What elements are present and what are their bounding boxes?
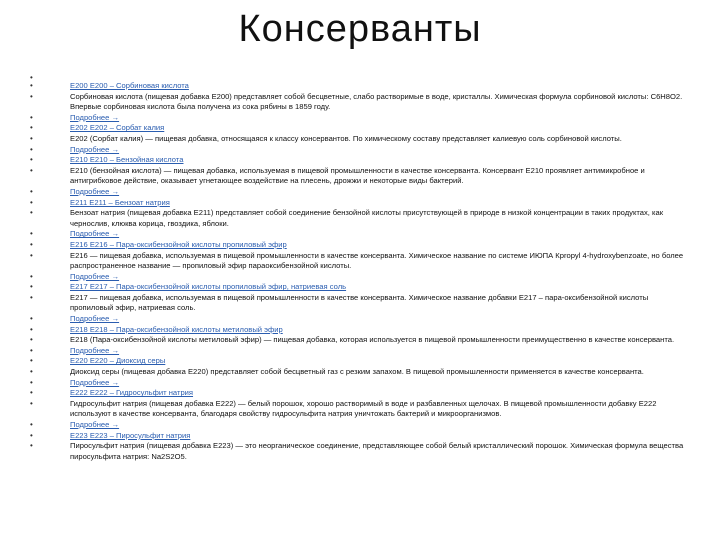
list-item-link[interactable] — [30, 356, 690, 367]
list-item-link[interactable] — [30, 282, 690, 293]
bullet-icon: • — [30, 377, 33, 387]
list-item-text — [30, 367, 690, 378]
list-item-label[interactable]: Подробнее → — [70, 229, 120, 239]
list-item-link[interactable] — [30, 113, 690, 124]
bullet-icon: • — [30, 335, 33, 345]
page-title: Консерванты — [238, 8, 482, 50]
list-item-label[interactable]: E210 E210 – Бензойная кислота — [70, 155, 184, 165]
list-item-link[interactable] — [30, 123, 690, 134]
list-item-label[interactable]: Подробнее → — [70, 112, 120, 122]
bullet-icon: • — [30, 345, 33, 355]
bullet-icon: • — [30, 356, 33, 366]
list-item-text — [30, 251, 690, 272]
list-item-label: Диоксид серы (пищевая добавка E220) представляет собой бесцветный газ с резким запахом. В пищевой промышленности применяется в качестве консерванта. — [70, 367, 644, 377]
bullet-icon: • — [30, 324, 33, 334]
bullet-icon: • — [30, 271, 33, 281]
list-item-label[interactable]: E222 E222 – Гидросульфит натрия — [70, 388, 194, 398]
bullet-icon: • — [30, 250, 33, 260]
list-item-label[interactable]: E220 E220 – Диоксид серы — [70, 356, 166, 366]
bullet-icon: • — [30, 155, 33, 165]
list-item-label: E216 — пищевая добавка, используемая в пищевой промышленности в качестве консерванта. Химическое название по системе ИЮПА Кpropyl 4-hydroxybenzoate, но более распространенное название — пропиловый эфир параоксибензойной кислоты. — [70, 250, 684, 271]
list-item-label[interactable]: Подробнее → — [70, 314, 120, 324]
bullet-icon: • — [30, 81, 33, 90]
list-item-text — [30, 166, 690, 187]
list-item-link[interactable] — [30, 240, 690, 251]
bullet-icon: • — [30, 388, 33, 398]
bullet-icon: • — [30, 441, 33, 451]
list-item-link[interactable] — [30, 272, 690, 283]
list-item-label: Сорбиновая кислота (пищевая добавка E200) представляет собой бесцветные, слабо растворимые в воде, кристаллы. Химическая формула сорбиновой кислоты: C6H8O2. Впервые сорбиновая кислота была получена из сока рябины в 1859 году. — [70, 91, 683, 112]
list-item-link[interactable] — [30, 198, 690, 209]
list-item-label[interactable]: E217 E217 – Пара-оксибензойной кислоты пропиловый эфир, натриевая соль — [70, 282, 347, 292]
list-item-link[interactable] — [30, 420, 690, 431]
list-item-link[interactable] — [30, 229, 690, 240]
list-item-label[interactable]: E202 E202 – Сорбат калия — [70, 123, 165, 133]
list-item-label[interactable]: E216 E216 – Пара-оксибензойной кислоты пропиловый эфир — [70, 239, 287, 249]
list-item-label: E210 (бензойная кислота) — пищевая добавка, используемая в пищевой промышленности в качестве консерванта. Консервант E210 проявляет антимикробное и антигрибковое действие, оказывает угнетающее воздействие на плесень, дрожжи и некоторые виды бактерий. — [70, 165, 645, 186]
bullet-icon: • — [30, 165, 33, 175]
bullet-icon: • — [30, 420, 33, 429]
list-item-link[interactable] — [30, 431, 690, 442]
list-item-label[interactable]: Подробнее → — [70, 271, 120, 281]
list-item-label[interactable]: Подробнее → — [70, 420, 120, 429]
bullet-icon: • — [30, 123, 33, 133]
list-item-label[interactable]: Подробнее → — [70, 345, 120, 355]
list-item-link[interactable] — [30, 81, 690, 92]
bullet-icon: • — [30, 144, 33, 154]
list-item-label: E218 (Пара-оксибензойной кислоты метиловый эфир) — пищевая добавка, которая используется в пищевой промышленности преимущественно в качестве консерванта. — [70, 335, 675, 345]
list-item-link[interactable] — [30, 346, 690, 357]
list-item-label[interactable]: E223 E223 – Пиросульфит натрия — [70, 430, 191, 440]
list-item-text — [30, 293, 690, 314]
bullet-icon: • — [30, 430, 33, 440]
list-item-label[interactable]: Подробнее → — [70, 186, 120, 196]
bullet-icon: • — [30, 91, 33, 101]
bullet-icon: • — [30, 229, 33, 239]
list-item-text — [30, 208, 690, 229]
list-item-label[interactable]: E218 E218 – Пара-оксибензойной кислоты метиловый эфир — [70, 324, 283, 334]
list-item-text — [30, 92, 690, 113]
list-item-link[interactable] — [30, 155, 690, 166]
list-item-label[interactable]: E200 E200 – Сорбиновая кислота — [70, 81, 189, 90]
list-item-link[interactable] — [30, 325, 690, 336]
list-item-text — [30, 441, 690, 462]
bullet-icon: • — [30, 282, 33, 292]
list-item-empty — [30, 73, 690, 81]
bullet-icon: • — [30, 133, 33, 143]
bullet-icon: • — [30, 367, 33, 377]
list-item-text — [30, 399, 690, 420]
list-item-label: E202 (Сорбат калия) — пищевая добавка, относящаяся к классу консервантов. По химическому составу представляет калиевую соль сорбиновой кислоты. — [70, 133, 622, 143]
list-item-text — [30, 335, 690, 346]
bullet-icon: • — [30, 73, 33, 82]
list-item-label: Гидросульфит натрия (пищевая добавка E222) — белый порошок, хорошо растворимый в воде и разбавленных щелочах. В пищевой промышленности добавку E222 используют в качестве консерванта, благодаря свойству гидросульфита натрия уничтожать бактерий и микроорганизмов. — [70, 398, 657, 419]
bullet-icon: • — [30, 197, 33, 207]
bullet-icon: • — [30, 208, 33, 218]
bullet-icon: • — [30, 314, 33, 324]
bullet-icon: • — [30, 398, 33, 408]
bullet-icon: • — [30, 186, 33, 196]
list-item-label[interactable]: E211 E211 – Бензоат натрия — [70, 197, 170, 207]
list-item-label: E217 — пищевая добавка, используемая в пищевой промышленности в качестве консерванта. Химическое название добавки E217 – пара-оксибензойной кислоты пропиловый эфир, натриевая соль. — [70, 292, 649, 313]
list-item-link[interactable] — [30, 145, 690, 156]
list-item-label[interactable]: Подробнее → — [70, 377, 120, 387]
list-item-label: Пиросульфит натрия (пищевая добавка E223) — это неорганическое соединение, представляющее собой белый кристаллический порошок. Химическая формула вещества пиросульфита натрия: Na2S2O5. — [70, 441, 684, 461]
list-item-link[interactable] — [30, 378, 690, 389]
bullet-icon: • — [30, 292, 33, 302]
list-item-label: Бензоат натрия (пищевая добавка E211) представляет собой соединение бензойной кислоты присутствующей в природе в низкой концентрации в таких продуктах, как чернослив, клюква корица, гвоздика, яблоки. — [70, 208, 664, 228]
list-item-link[interactable] — [30, 314, 690, 325]
list-item-label[interactable]: Подробнее → — [70, 144, 120, 154]
list-item-text — [30, 134, 690, 145]
list-item-link[interactable] — [30, 187, 690, 198]
list-item-link[interactable] — [30, 388, 690, 399]
bullet-icon: • — [30, 239, 33, 249]
preservatives-list — [30, 73, 690, 462]
bullet-icon: • — [30, 112, 33, 122]
